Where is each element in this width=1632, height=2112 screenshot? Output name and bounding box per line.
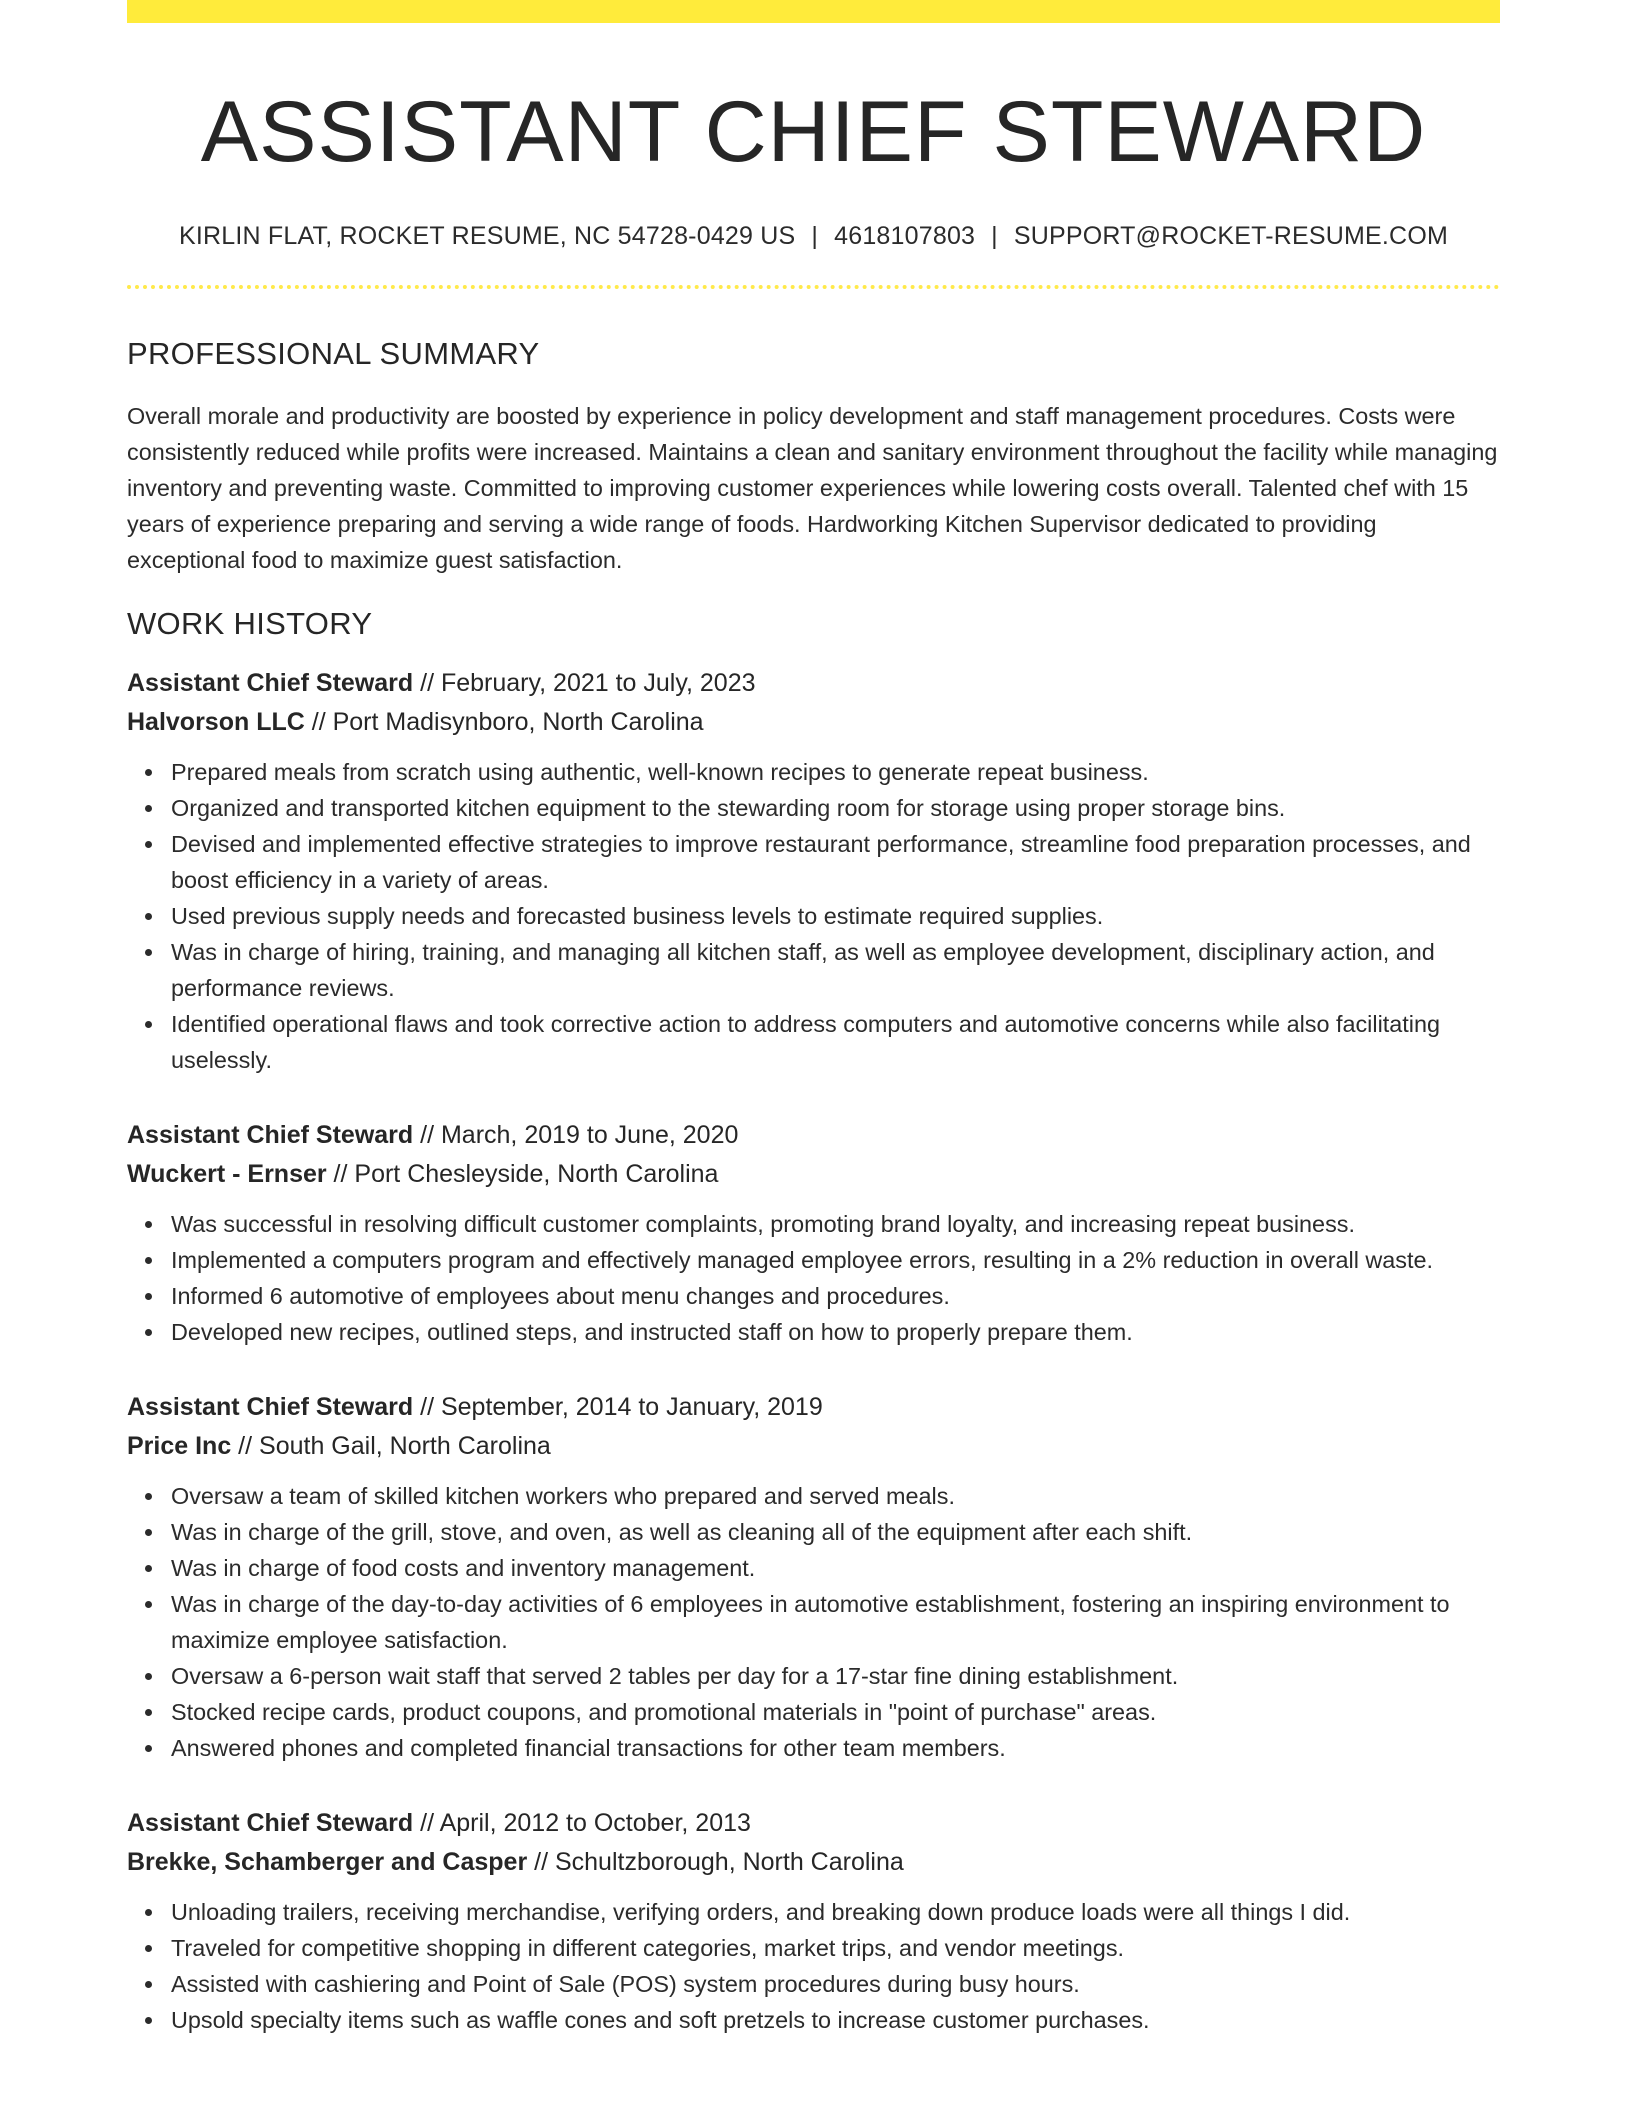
job-title-line bbox=[127, 1116, 1500, 1155]
bullet-item: Was in charge of the grill, stove, and oven, as well as cleaning all of the equipment after each shift. bbox=[171, 1514, 1500, 1550]
job-title-line bbox=[127, 1388, 1500, 1427]
job-role: Assistant Chief Steward bbox=[127, 1808, 414, 1837]
job-company: Price Inc bbox=[127, 1431, 232, 1460]
job-entry bbox=[127, 1804, 1500, 2038]
job-bullets bbox=[127, 1478, 1500, 1766]
job-company: Halvorson LLC bbox=[127, 707, 305, 736]
bullet-item: Was successful in resolving difficult customer complaints, promoting brand loyalty, and increasing repeat business. bbox=[171, 1206, 1500, 1242]
bullet-item: Devised and implemented effective strategies to improve restaurant performance, streamline food preparation processes, and boost efficiency in a variety of areas. bbox=[171, 826, 1500, 898]
job-location: // Port Madisynboro, North Carolina bbox=[304, 707, 704, 736]
bullet-item: Developed new recipes, outlined steps, and instructed staff on how to properly prepare them. bbox=[171, 1314, 1500, 1350]
work-history-heading: WORK HISTORY bbox=[127, 605, 373, 641]
bullet-item: Answered phones and completed financial transactions for other team members. bbox=[171, 1730, 1500, 1766]
bullet-item: Prepared meals from scratch using authentic, well-known recipes to generate repeat business. bbox=[171, 754, 1500, 790]
job-company: Wuckert - Ernser bbox=[127, 1159, 327, 1188]
bullet-item: Used previous supply needs and forecasted business levels to estimate required supplies. bbox=[171, 898, 1500, 934]
job-bullets bbox=[127, 754, 1500, 1078]
bullet-item: Was in charge of hiring, training, and managing all kitchen staff, as well as employee development, disciplinary action, and performance reviews. bbox=[171, 934, 1500, 1006]
dotted-divider bbox=[127, 285, 1500, 289]
job-location: // Schultzborough, North Carolina bbox=[527, 1847, 904, 1876]
contact-phone: 4618107803 bbox=[834, 221, 976, 250]
bullet-item: Implemented a computers program and effectively managed employee errors, resulting in a 2% reduction in overall waste. bbox=[171, 1242, 1500, 1278]
resume-page bbox=[127, 0, 1500, 2038]
job-location: // South Gail, North Carolina bbox=[231, 1431, 551, 1460]
job-entry bbox=[127, 664, 1500, 1078]
bullet-item: Traveled for competitive shopping in different categories, market trips, and vendor meetings. bbox=[171, 1930, 1500, 1966]
job-company-line bbox=[127, 1427, 1500, 1466]
resume-name: ASSISTANT CHIEF STEWARD bbox=[200, 84, 1427, 180]
bullet-item: Unloading trailers, receiving merchandise, verifying orders, and breaking down produce loads were all things I did. bbox=[171, 1894, 1500, 1930]
accent-bar bbox=[127, 0, 1500, 23]
bullet-item: Identified operational flaws and took corrective action to address computers and automotive concerns while also facilitating uselessly. bbox=[171, 1006, 1500, 1078]
job-dates: // February, 2021 to July, 2023 bbox=[413, 668, 756, 697]
bullet-item: Upsold specialty items such as waffle cones and soft pretzels to increase customer purchases. bbox=[171, 2002, 1500, 2038]
job-entry bbox=[127, 1116, 1500, 1350]
job-title-line bbox=[127, 1804, 1500, 1843]
summary-heading: PROFESSIONAL SUMMARY bbox=[127, 335, 540, 371]
job-dates: // March, 2019 to June, 2020 bbox=[413, 1120, 739, 1149]
contact-address: KIRLIN FLAT, ROCKET RESUME, NC 54728-0429 US bbox=[178, 221, 796, 250]
work-history-list bbox=[127, 664, 1500, 2038]
job-company-line bbox=[127, 703, 1500, 742]
bullet-item: Informed 6 automotive of employees about menu changes and procedures. bbox=[171, 1278, 1500, 1314]
job-role: Assistant Chief Steward bbox=[127, 1120, 414, 1149]
job-dates: // September, 2014 to January, 2019 bbox=[413, 1392, 823, 1421]
job-company-line bbox=[127, 1843, 1500, 1882]
job-role: Assistant Chief Steward bbox=[127, 668, 414, 697]
job-dates: // April, 2012 to October, 2013 bbox=[413, 1808, 751, 1837]
contact-line bbox=[127, 222, 1500, 251]
bullet-item: Organized and transported kitchen equipment to the stewarding room for storage using proper storage bins. bbox=[171, 790, 1500, 826]
job-location: // Port Chesleyside, North Carolina bbox=[326, 1159, 719, 1188]
contact-separator: | bbox=[991, 221, 998, 250]
bullet-item: Oversaw a team of skilled kitchen workers who prepared and served meals. bbox=[171, 1478, 1500, 1514]
summary-text: Overall morale and productivity are boosted by experience in policy development and staff management procedures. Costs were consistently reduced while profits were increased. Maintains a clean and sanitary environment throughout the facility while managing inventory and preventing waste. Committed to improving customer experiences while lowering costs overall. Talented chef with 15 years of experience preparing and serving a wide range of foods. Hardworking Kitchen Supervisor dedicated to providing exceptional food to maximize guest satisfaction. bbox=[127, 402, 1498, 573]
bullet-item: Was in charge of the day-to-day activities of 6 employees in automotive establishment, fostering an inspiring environment to maximize employee satisfaction. bbox=[171, 1586, 1500, 1658]
job-role: Assistant Chief Steward bbox=[127, 1392, 414, 1421]
job-company-line bbox=[127, 1155, 1500, 1194]
job-bullets bbox=[127, 1894, 1500, 2038]
job-entry bbox=[127, 1388, 1500, 1766]
bullet-item: Was in charge of food costs and inventory management. bbox=[171, 1550, 1500, 1586]
contact-email: SUPPORT@ROCKET-RESUME.COM bbox=[1013, 221, 1448, 250]
job-title-line bbox=[127, 664, 1500, 703]
bullet-item: Assisted with cashiering and Point of Sale (POS) system procedures during busy hours. bbox=[171, 1966, 1500, 2002]
bullet-item: Oversaw a 6-person wait staff that served 2 tables per day for a 17-star fine dining establishment. bbox=[171, 1658, 1500, 1694]
bullet-item: Stocked recipe cards, product coupons, and promotional materials in "point of purchase" areas. bbox=[171, 1694, 1500, 1730]
job-bullets bbox=[127, 1206, 1500, 1350]
job-company: Brekke, Schamberger and Casper bbox=[127, 1847, 528, 1876]
contact-separator: | bbox=[811, 221, 819, 250]
